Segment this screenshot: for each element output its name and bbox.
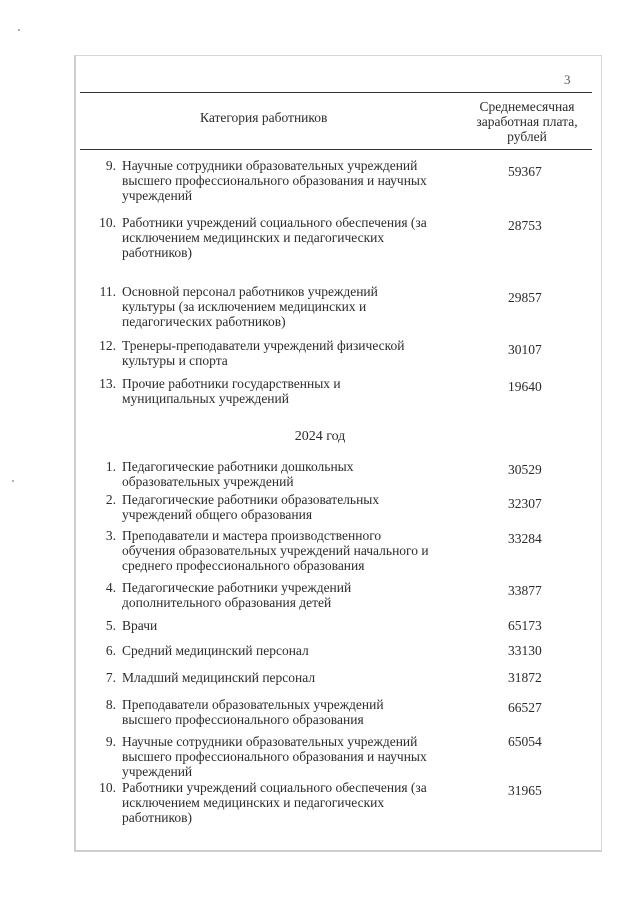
row-text-line: Преподаватели и мастера производственного <box>122 528 382 543</box>
row-text-line: учреждений <box>122 764 193 779</box>
row-salary: 30107 <box>508 342 542 357</box>
row-category <box>122 528 462 573</box>
row-text-line: Преподаватели образовательных учреждений <box>122 697 384 712</box>
header-salary <box>468 99 586 144</box>
row-number: 4. <box>105 580 116 595</box>
row-text-line: Основной персонал работников учреждений <box>122 284 378 299</box>
row-number: 9. <box>105 734 116 749</box>
page-number: 3 <box>564 72 571 87</box>
header-category: Категория работников <box>200 110 328 125</box>
row-number: 12. <box>99 338 116 353</box>
row-number: 3. <box>105 528 116 543</box>
row-number: 7. <box>105 670 116 685</box>
row-text-line: культуры и спорта <box>122 353 228 368</box>
row-text-line: высшего профессионального образования и научных <box>122 749 427 764</box>
row-category <box>122 580 462 610</box>
header-salary-line3: рублей <box>507 129 547 144</box>
row-text-line: педагогических работников) <box>122 314 286 329</box>
row-number: 6. <box>105 643 116 658</box>
row-text-line: учреждений общего образования <box>122 507 313 522</box>
row-salary: 28753 <box>508 218 542 233</box>
row-salary: 65173 <box>508 618 542 633</box>
row-salary: 32307 <box>508 496 542 511</box>
row-text-line: муниципальных учреждений <box>122 391 289 406</box>
row-text-line: образовательных учреждений <box>122 474 294 489</box>
row-text-line: высшего профессионального образования и научных <box>122 173 427 188</box>
row-text-line: Работники учреждений социального обеспечения (за <box>122 780 427 795</box>
row-category <box>122 459 462 489</box>
row-category <box>122 643 462 658</box>
header-bottom-rule <box>80 149 592 150</box>
row-text-line: Педагогические работники образовательных <box>122 492 380 507</box>
row-text-line: Научные сотрудники образовательных учреждений <box>122 158 418 173</box>
row-text-line: исключением медицинских и педагогических <box>122 795 385 810</box>
row-salary: 30529 <box>508 462 542 477</box>
row-text-line: обучения образовательных учреждений начального и <box>122 543 429 558</box>
row-category <box>122 618 462 633</box>
row-number: 10. <box>99 215 116 230</box>
row-number: 11. <box>99 284 116 299</box>
row-text-line: Педагогические работники учреждений <box>122 580 352 595</box>
row-text-line: культуры (за исключением медицинских и <box>122 299 367 314</box>
row-text-line: Младший медицинский персонал <box>122 670 316 685</box>
row-number: 5. <box>105 618 116 633</box>
row-number: 2. <box>105 492 116 507</box>
row-salary: 31872 <box>508 670 542 685</box>
row-salary: 19640 <box>508 379 542 394</box>
year-heading: 2024 год <box>294 429 346 444</box>
row-salary: 31965 <box>508 783 542 798</box>
row-category <box>122 284 462 329</box>
row-category <box>122 376 462 406</box>
scan-speck <box>12 480 14 482</box>
row-text-line: Тренеры-преподаватели учреждений физической <box>122 338 405 353</box>
row-category <box>122 215 462 260</box>
row-text-line: высшего профессионального образования <box>122 712 364 727</box>
row-salary: 33877 <box>508 583 542 598</box>
row-number: 13. <box>99 376 116 391</box>
row-text-line: Работники учреждений социального обеспечения (за <box>122 215 427 230</box>
row-category <box>122 158 462 203</box>
row-text-line: Педагогические работники дошкольных <box>122 459 354 474</box>
row-text-line: Прочие работники государственных и <box>122 376 341 391</box>
row-salary: 33130 <box>508 643 542 658</box>
header-top-rule <box>80 92 592 93</box>
row-text-line: дополнительного образования детей <box>122 595 332 610</box>
row-number: 10. <box>99 780 116 795</box>
row-number: 1. <box>105 459 116 474</box>
row-number: 8. <box>105 697 116 712</box>
row-category <box>122 734 462 779</box>
row-salary: 33284 <box>508 531 542 546</box>
row-category <box>122 338 462 368</box>
row-salary: 66527 <box>508 700 542 715</box>
row-text-line: учреждений <box>122 188 193 203</box>
row-category <box>122 697 462 727</box>
header-salary-line2: заработная плата, <box>476 114 578 129</box>
row-salary: 29857 <box>508 290 542 305</box>
row-category <box>122 780 462 825</box>
row-category <box>122 492 462 522</box>
row-text-line: работников) <box>122 810 193 825</box>
row-text-line: Научные сотрудники образовательных учреждений <box>122 734 418 749</box>
row-text-line: работников) <box>122 245 193 260</box>
row-text-line: Средний медицинский персонал <box>122 643 309 658</box>
scan-speck <box>18 29 20 31</box>
header-salary-line1: Среднемесячная <box>479 99 575 114</box>
row-category <box>122 670 462 685</box>
row-text-line: Врачи <box>122 618 158 633</box>
row-number: 9. <box>105 158 116 173</box>
row-salary: 65054 <box>508 734 542 749</box>
row-text-line: исключением медицинских и педагогических <box>122 230 385 245</box>
row-text-line: среднего профессионального образования <box>122 558 365 573</box>
row-salary: 59367 <box>508 164 542 179</box>
